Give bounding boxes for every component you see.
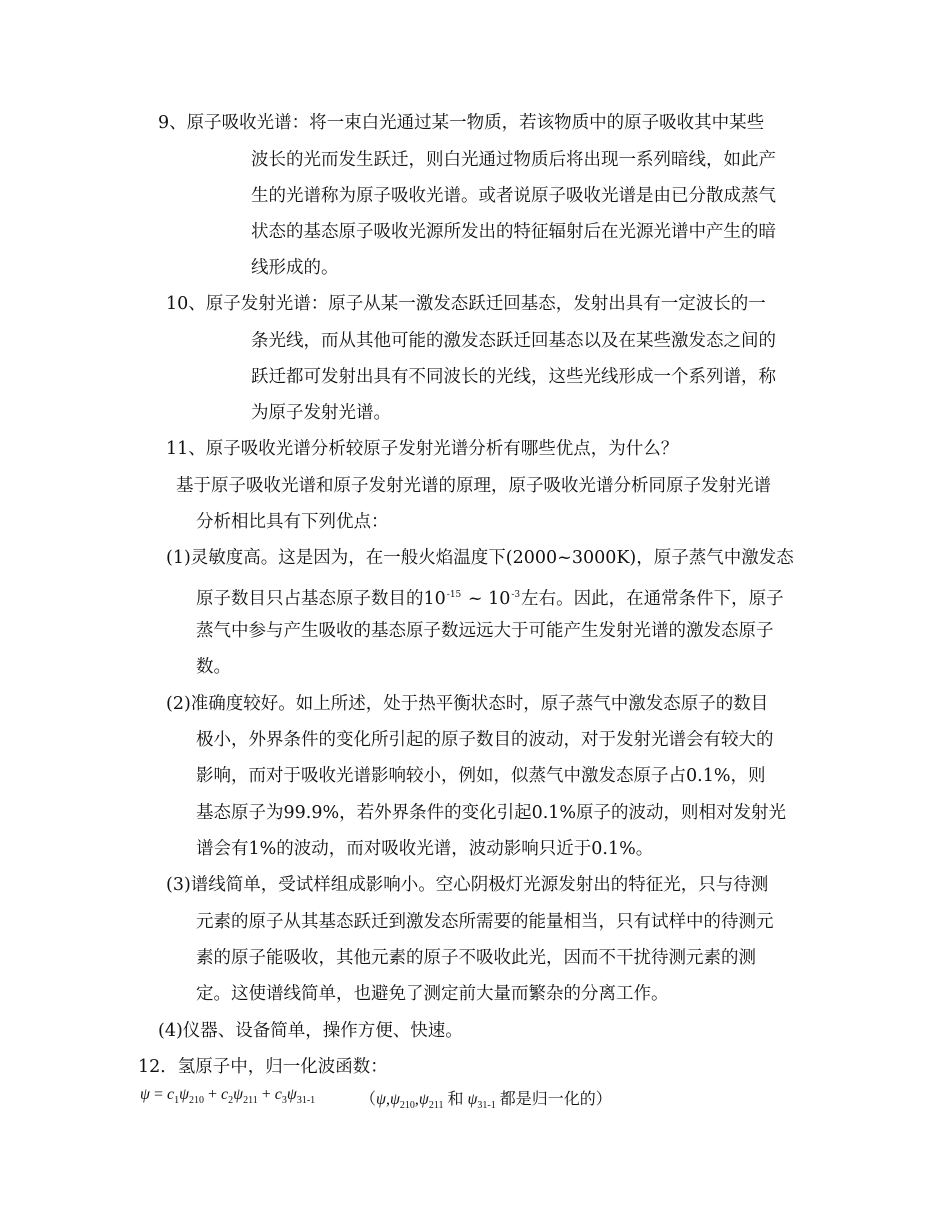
- subscript-211: 211: [243, 1095, 258, 1107]
- q11-p1-line-2-mid: ~ 10: [462, 589, 511, 609]
- coefficient-c3: c: [274, 1086, 282, 1103]
- q11-intro-1: 基于原子吸收光谱和原子发射光谱的原理，原子吸收光谱分析同原子发射光谱: [176, 476, 771, 496]
- subscript-210: 210: [189, 1095, 205, 1107]
- q10-line-2: 条光线，而从其他可能的激发态跃迁回基态以及在某些激发态之间的: [251, 331, 776, 351]
- normalized-note-tail: 都是归一化的）: [499, 1089, 612, 1108]
- q11-p4: (4)仪器、设备简单，操作方便、快速。: [158, 1021, 463, 1041]
- psi-symbol: ψ: [286, 1086, 297, 1103]
- psi-symbol: ψ: [389, 1091, 400, 1108]
- wavefunction-equation: $\psi = c_1\psi_{210} + c_2\psi_{211} + c_3\psi_{31-1}$: [140, 1086, 316, 1107]
- q11-p1-line-2-post: 左右。因此，在通常条件下，原子: [521, 589, 784, 609]
- psi-symbol: ψ: [179, 1086, 190, 1103]
- q11-p2-line-2: 极小，外界条件的变化所引起的原子数目的波动，对于发射光谱会有较大的: [196, 730, 774, 750]
- q10-line-3: 跃迁都可发射出具有不同波长的光线，这些光线形成一个系列谱，称: [251, 367, 776, 387]
- psi-symbol: ψ: [467, 1091, 478, 1108]
- subscript-31-1: 31-1: [477, 1100, 496, 1112]
- subscript-210: 210: [399, 1100, 415, 1112]
- index-2: 2: [228, 1095, 234, 1107]
- q11-p2-line-5: 谱会有1%的波动，而对吸收光谱，波动影响只近于0.1%。: [196, 839, 654, 859]
- subscript-31-1: 31-1: [296, 1095, 316, 1107]
- normalization-note: （$\psi,\psi_{210},\psi_{211}$ 和 $\psi_{31-1}$ 都是归一化的）: [360, 1089, 612, 1112]
- q11-intro-2: 分析相比具有下列优点：: [196, 512, 389, 532]
- q11-p2-line-1: (2)准确度较好。如上所述，处于热平衡状态时，原子蒸气中激发态原子的数目: [166, 694, 769, 714]
- q9-line-5: 线形成的。: [251, 258, 339, 278]
- q11-question: 11、原子吸收光谱分析较原子发射光谱分析有哪些优点，为什么？: [166, 439, 679, 459]
- psi-symbol: ψ: [233, 1086, 244, 1103]
- paren-open: （: [360, 1091, 377, 1108]
- exponent-1: -15: [446, 590, 462, 600]
- q11-p3-line-2: 元素的原子从其基态跃迁到激发态所需要的能量相当，只有试样中的待测元: [196, 912, 774, 932]
- index-1: 1: [174, 1095, 180, 1107]
- q11-p2-line-3: 影响，而对于吸收光谱影响较小，例如，似蒸气中激发态原子占0.1%，则: [196, 766, 766, 786]
- q11-p1-line-3: 蒸气中参与产生吸收的基态原子数远远大于可能产生发射光谱的激发态原子: [196, 621, 774, 641]
- q11-p1-line-1: (1)灵敏度高。这是因为，在一般火焰温度下(2000~3000K)，原子蒸气中激发态: [166, 548, 794, 568]
- and-word: 和: [447, 1089, 464, 1108]
- index-3: 3: [281, 1095, 287, 1107]
- q11-p3-line-1: (3)谱线简单，受试样组成影响小。空心阴极灯光源发射出的特征光，只与待测: [166, 875, 769, 895]
- q11-p1-line-4: 数。: [196, 657, 231, 677]
- q10-line-4: 为原子发射光谱。: [251, 403, 391, 423]
- q11-p3-line-3: 素的原子能吸收，其他元素的原子不吸收此光，因而不干扰待测元素的测: [196, 948, 756, 968]
- q10-line-1: 10、原子发射光谱：原子从某一激发态跃迁回基态，发射出具有一定波长的一: [166, 294, 766, 314]
- q9-line-3: 生的光谱称为原子吸收光谱。或者说原子吸收光谱是由已分散成蒸气: [251, 186, 776, 206]
- psi-symbol: ψ: [376, 1091, 386, 1108]
- coefficient-c1: c: [166, 1086, 175, 1103]
- psi-symbol: ψ: [418, 1091, 429, 1108]
- coefficient-c2: c: [221, 1086, 229, 1103]
- q11-p3-line-4: 定。这使谱线简单，也避免了测定前大量而繁杂的分离工作。: [196, 984, 669, 1004]
- q9-line-4: 状态的基态原子吸收光源所发出的特征辐射后在光源光谱中产生的暗: [251, 222, 776, 242]
- exponent-2: -3: [511, 590, 521, 600]
- q9-line-1: 9、原子吸收光谱：将一束白光通过某一物质，若该物质中的原子吸收其中某些: [158, 113, 765, 133]
- q11-p2-line-4: 基态原子为99.9%，若外界条件的变化引起0.1%原子的波动，则相对发射光: [196, 803, 787, 823]
- q12-title: 12．氢原子中，归一化波函数：: [138, 1057, 388, 1077]
- q11-p1-line-2: [196, 584, 784, 610]
- subscript-211: 211: [428, 1100, 444, 1112]
- psi-symbol: ψ: [140, 1086, 150, 1103]
- q11-p1-line-2-pre: 原子数目只占基态原子数目的10: [196, 589, 446, 609]
- q9-line-2: 波长的光而发生跃迁，则白光通过物质后将出现一系列暗线，如此产: [251, 150, 776, 170]
